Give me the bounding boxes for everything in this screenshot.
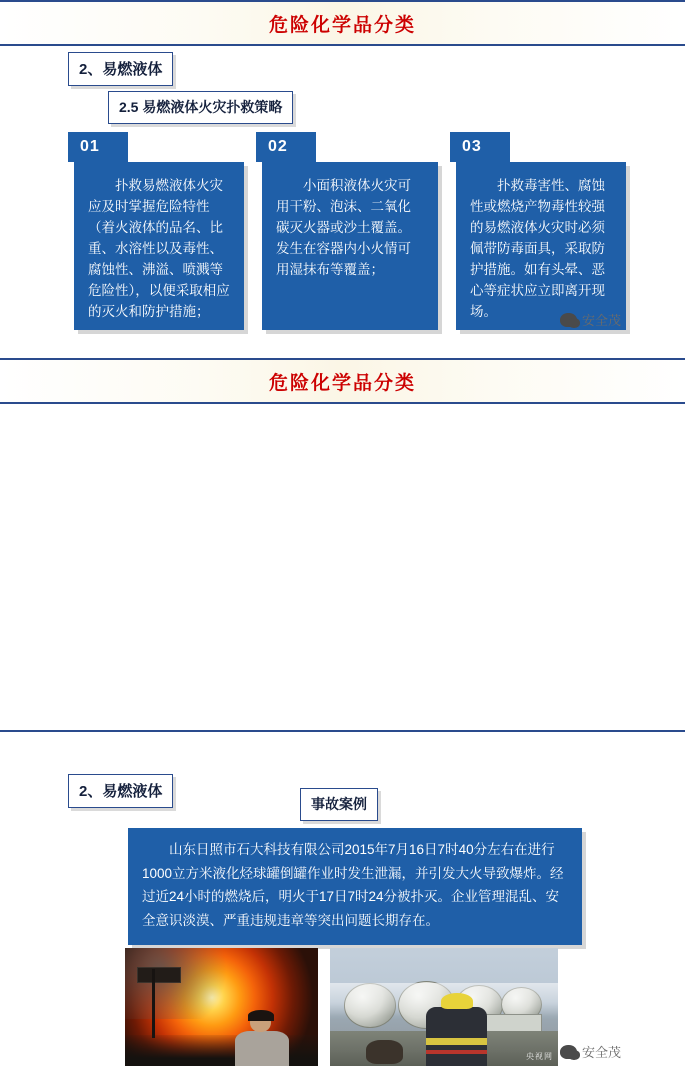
slide-1-section-chip	[68, 52, 173, 86]
wechat-watermark-1	[560, 310, 621, 329]
case-study-chip	[300, 788, 378, 821]
content-card-03-text: 扑救毒害性、腐蚀性或燃烧产物毒性较强的易燃液体火灾时必须佩带防毒面具，采取防护措施。如有头晕、恶心等症状应立即离开现场。	[470, 178, 605, 319]
pole-shape	[152, 969, 155, 1037]
card-number-tab-02: 02	[256, 132, 316, 162]
wechat-icon	[560, 313, 577, 327]
page-title-2: 危险化学品分类	[268, 372, 416, 394]
explosion-fireball-photo	[125, 948, 318, 1066]
page-title: 危险化学品分类	[268, 14, 416, 36]
firefighter-stripe-yellow	[426, 1038, 488, 1045]
content-card-02-text: 小面积液体火灾可用干粉、泡沫、二氧化碳灭火器或沙土覆盖。发生在容器内小火情可用湿抹布等覆盖；	[276, 178, 411, 277]
billboard-shape	[137, 967, 181, 983]
case-study-text-block	[128, 828, 582, 945]
content-card-03	[456, 162, 626, 330]
subsection-chip-label: 2.5 易燃液体火灾扑救策略	[108, 91, 293, 124]
slide-1-subsection-chip	[108, 91, 293, 124]
bystander-figure	[233, 1012, 291, 1066]
wechat-watermark-2-label: 安全茂	[582, 1045, 622, 1060]
card-number-tab-03: 03	[450, 132, 510, 162]
bystander-hair	[248, 1010, 273, 1021]
firefighter-helmet	[441, 993, 473, 1009]
wechat-watermark-1-label: 安全茂	[582, 313, 622, 328]
tank-farm-firefighter-photo	[330, 948, 558, 1066]
section-chip-label: 2、易燃液体	[68, 52, 173, 86]
dog-figure	[366, 1040, 402, 1064]
content-card-02	[262, 162, 438, 330]
slide-2	[0, 358, 685, 1061]
wechat-watermark-2	[560, 1042, 621, 1061]
smoke-plume	[125, 948, 241, 1019]
case-study-chip-label: 事故案例	[300, 788, 378, 821]
wechat-icon-2	[560, 1045, 577, 1059]
card-number-tab-01: 01	[68, 132, 128, 162]
firefighter-coat	[426, 1007, 488, 1066]
slide-2-section-chip	[68, 774, 173, 808]
case-study-text: 山东日照市石大科技有限公司2015年7月16日7时40分左右在进行1000立方米液化烃球罐倒罐作业时发生泄漏，并引发大火导致爆炸。经过近24小时的燃烧后，明火于17日7时24分被扑灭。企业管理混乱、安全意识淡漠、严重违规违章等突出问题长期存在。	[142, 842, 564, 928]
photo-credit-label: 央视网	[526, 1052, 553, 1061]
firefighter-figure	[426, 993, 488, 1066]
section-chip-label-2: 2、易燃液体	[68, 774, 173, 808]
bystander-body	[235, 1031, 288, 1066]
slide-1-header	[0, 0, 685, 46]
slide-1	[0, 0, 685, 358]
slide-2-header	[0, 358, 685, 404]
content-card-01	[74, 162, 244, 330]
content-card-01-text: 扑救易燃液体火灾应及时掌握危险特性（着火液体的品名、比重、水溶性以及毒性、腐蚀性、沸溢、喷溅等危险性），以便采取相应的灭火和防护措施；	[88, 178, 230, 319]
firefighter-stripe-red	[426, 1050, 488, 1055]
